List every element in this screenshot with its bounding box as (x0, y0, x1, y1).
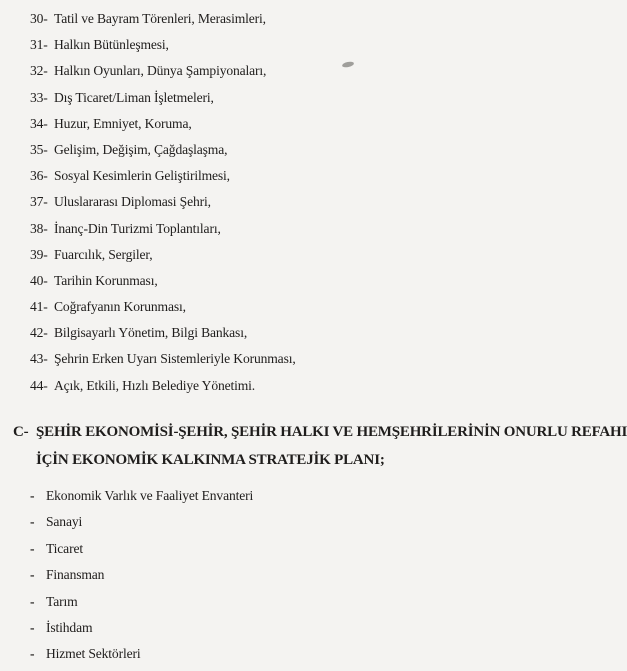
item-number: 43- (30, 351, 48, 367)
list-item (30, 61, 296, 87)
item-dash: - (30, 540, 35, 556)
list-item (30, 297, 296, 323)
list-item (30, 245, 296, 271)
item-number: 44- (30, 377, 48, 393)
item-number: 37- (30, 194, 48, 210)
list-item (30, 192, 296, 218)
item-text: Coğrafyanın Korunması, (54, 299, 186, 315)
item-text: Ticaret (46, 540, 83, 556)
item-number: 36- (30, 168, 48, 184)
item-number: 31- (30, 37, 48, 53)
item-text: Uluslararası Diplomasi Şehri, (54, 194, 211, 210)
item-text: İstihdam (46, 619, 93, 635)
item-text: Fuarcılık, Sergiler, (54, 246, 153, 262)
list-item (30, 219, 296, 245)
item-number: 34- (30, 115, 48, 131)
item-number: 30- (30, 11, 48, 26)
item-number: 39- (30, 246, 48, 262)
list-item (30, 166, 296, 192)
item-dash: - (30, 488, 35, 503)
list-item (30, 349, 296, 375)
item-dash: - (30, 514, 35, 530)
item-dash: - (30, 593, 35, 609)
item-text: Açık, Etkili, Hızlı Belediye Yönetimi. (54, 377, 256, 393)
numbered-list (30, 9, 296, 402)
item-text: Sanayi (46, 514, 83, 530)
list-item (30, 140, 296, 166)
list-item (30, 539, 253, 565)
list-item (30, 88, 296, 114)
list-item (30, 271, 296, 297)
item-number: 41- (30, 299, 48, 315)
section-heading-line-1 (13, 418, 627, 446)
item-text: Halkın Oyunları, Dünya Şampiyonaları, (54, 63, 267, 79)
section-heading (13, 418, 627, 474)
item-text: Şehrin Erken Uyarı Sistemleriyle Korunması, (54, 351, 296, 367)
scan-speck (342, 61, 355, 68)
item-text: Hizmet Sektörleri (46, 646, 141, 662)
list-item (30, 114, 296, 140)
item-text: Huzur, Emniyet, Koruma, (54, 115, 192, 131)
section-title-line-1: ŞEHİR EKONOMİSİ-ŞEHİR, ŞEHİR HALKI VE HEMŞEHRİLERİNİN ONURLU REFAHI (36, 424, 627, 440)
item-number: 33- (30, 89, 48, 105)
section-prefix: C- (13, 424, 29, 440)
item-number: 38- (30, 220, 48, 236)
list-item (30, 644, 253, 670)
item-dash: - (30, 619, 35, 635)
item-text: Sosyal Kesimlerin Geliştirilmesi, (54, 168, 230, 184)
item-text: Tarım (46, 593, 78, 609)
item-text: Gelişim, Değişim, Çağdaşlaşma, (54, 141, 228, 157)
item-text: Bilgisayarlı Yönetim, Bilgi Bankası, (54, 325, 248, 341)
item-text: Halkın Bütünleşmesi, (54, 37, 169, 53)
item-text: Finansman (46, 567, 105, 583)
bullet-list (30, 486, 253, 671)
list-item (30, 592, 253, 618)
item-dash: - (30, 567, 35, 583)
item-number: 32- (30, 63, 48, 79)
item-number: 35- (30, 141, 48, 157)
item-number: 40- (30, 272, 48, 288)
item-dash: - (30, 646, 35, 662)
list-item (30, 486, 253, 512)
item-text: İnanç-Din Turizmi Toplantıları, (54, 220, 221, 236)
list-item (30, 9, 296, 35)
item-text: Dış Ticaret/Liman İşletmeleri, (54, 89, 214, 105)
list-item (30, 565, 253, 591)
list-item (30, 376, 296, 402)
list-item (30, 323, 296, 349)
section-title-line-2: İÇİN EKONOMİK KALKINMA STRATEJİK PLANI; (36, 452, 385, 468)
item-text: Tatil ve Bayram Törenleri, Merasimleri, (54, 11, 266, 26)
item-text: Ekonomik Varlık ve Faaliyet Envanteri (46, 488, 254, 503)
item-text: Tarihin Korunması, (54, 272, 158, 288)
item-number: 42- (30, 325, 48, 341)
list-item (30, 618, 253, 644)
list-item (30, 512, 253, 538)
list-item (30, 35, 296, 61)
